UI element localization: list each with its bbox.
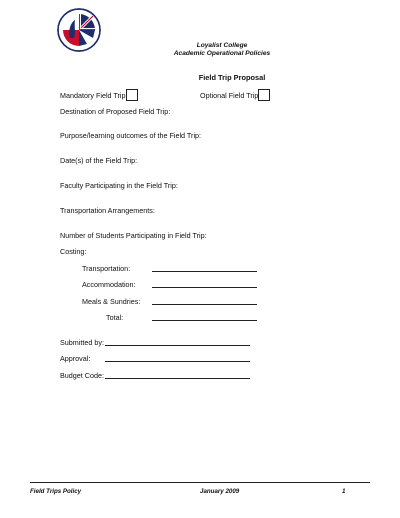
cost-meals-label: Meals & Sundries: <box>82 297 141 306</box>
mandatory-option <box>60 90 138 102</box>
transport-label: Transportation Arrangements: <box>60 206 155 215</box>
cost-total-label: Total: <box>106 313 124 322</box>
department-name: Academic Operational Policies <box>173 50 271 57</box>
approval-label: Approval: <box>60 354 91 363</box>
submitted-by-field[interactable] <box>105 345 250 346</box>
optional-checkbox[interactable] <box>258 89 270 101</box>
mandatory-label: Mandatory Field Trip <box>60 90 126 100</box>
dates-label: Date(s) of the Field Trip: <box>60 156 138 165</box>
purpose-label: Purpose/learning outcomes of the Field Trip: <box>60 131 202 140</box>
students-label: Number of Students Participating in Field Trip: <box>60 231 207 240</box>
costing-label: Costing: <box>60 247 87 256</box>
footer-date: January 2009 <box>200 488 240 495</box>
destination-label: Destination of Proposed Field Trip: <box>60 107 171 116</box>
footer-divider <box>30 482 370 483</box>
cost-accommodation-label: Accommodation: <box>82 280 136 289</box>
footer-policy-name: Field Trips Policy <box>30 488 82 495</box>
budget-code-field[interactable] <box>105 378 250 379</box>
cost-transportation-label: Transportation: <box>82 264 131 273</box>
cost-accommodation-field[interactable] <box>152 287 257 288</box>
cost-total-field[interactable] <box>152 320 257 321</box>
cost-transportation-field[interactable] <box>152 271 257 272</box>
college-name: Loyalist College <box>196 42 248 49</box>
optional-label: Optional Field Trip <box>200 90 259 100</box>
approval-field[interactable] <box>105 361 250 362</box>
mandatory-checkbox[interactable] <box>126 89 138 101</box>
footer-page-number: 1 <box>342 488 346 495</box>
faculty-label: Faculty Participating in the Field Trip: <box>60 181 178 190</box>
form-title: Field Trip Proposal <box>198 73 266 82</box>
budget-code-label: Budget Code: <box>60 371 104 380</box>
optional-option <box>200 90 270 102</box>
cost-meals-field[interactable] <box>152 304 257 305</box>
submitted-by-label: Submitted by: <box>60 338 104 347</box>
